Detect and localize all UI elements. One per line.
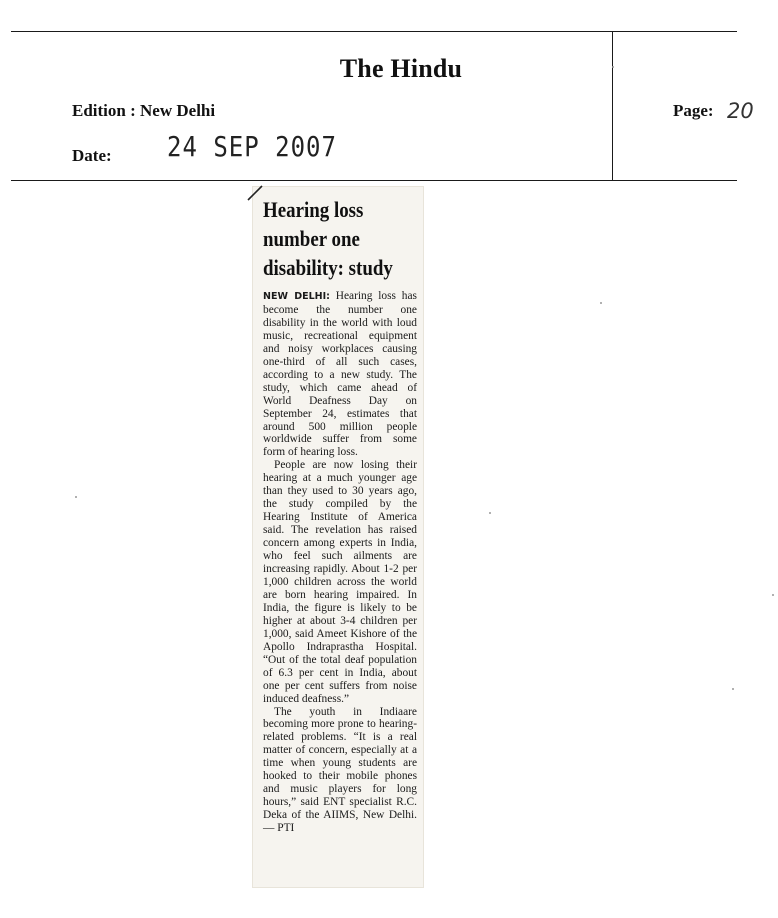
article-body bbox=[263, 290, 417, 835]
article-paragraph bbox=[263, 290, 417, 459]
page-label: Page: bbox=[673, 101, 714, 120]
date-stamp: 24 SEP 2007 bbox=[167, 130, 337, 164]
paragraph-text: The youth in Indiaare becoming more prone to hearing-related problems. “It is a real matter of concern, especially at a time when young students are hooked to their mobile phones and music players for long hours,” said ENT specialist R.C. Deka of the AIIMS, New Delhi. — PTI bbox=[263, 705, 417, 835]
header-top-rule bbox=[11, 31, 737, 32]
article-paragraph bbox=[263, 459, 417, 705]
scan-speck bbox=[612, 66, 614, 68]
paragraph-text: People are now losing their hearing at a much younger age than they used to 30 years ago, the study compiled by the Hearing Institute of America said. The revelation has raised concern among experts in India, who feel such ailments are increasing rapidly. About 1-2 per 1,000 children across the world are born hearing impaired. In India, the figure is likely to be higher at about 3-4 children per 1,000, said Ameet Kishore of the Apollo Indraprastha Hospital. “Out of the total deaf population of 6.3 per cent in India, about one per cent suffers from noise induced deafness.” bbox=[263, 459, 417, 705]
scan-speck bbox=[600, 302, 602, 304]
scan-speck bbox=[75, 496, 77, 498]
article-headline: Hearing loss number one disability: study bbox=[263, 197, 393, 280]
scan-speck bbox=[489, 512, 491, 514]
article-paragraph bbox=[263, 706, 417, 836]
scan-speck bbox=[772, 594, 774, 596]
edition-label: Edition : New Delhi bbox=[72, 101, 216, 120]
tick-mark-icon bbox=[246, 184, 264, 202]
header-bottom-rule bbox=[11, 180, 737, 181]
article-dateline: NEW DELHI: bbox=[263, 291, 330, 302]
newspaper-name: The Hindu bbox=[339, 54, 463, 83]
date-label: Date: bbox=[72, 146, 112, 165]
scan-speck bbox=[732, 688, 734, 690]
page-number-handwritten: 20 bbox=[727, 99, 754, 123]
paragraph-text: Hearing loss has become the number one disability in the world with loud music, recreational equipment and noisy workplaces causing one-third of all such cases, according to a new study. The study, which came ahead of World Deafness Day on September 24, estimates that around 500 million people worldwide suffer from some form of hearing loss. bbox=[263, 290, 417, 459]
